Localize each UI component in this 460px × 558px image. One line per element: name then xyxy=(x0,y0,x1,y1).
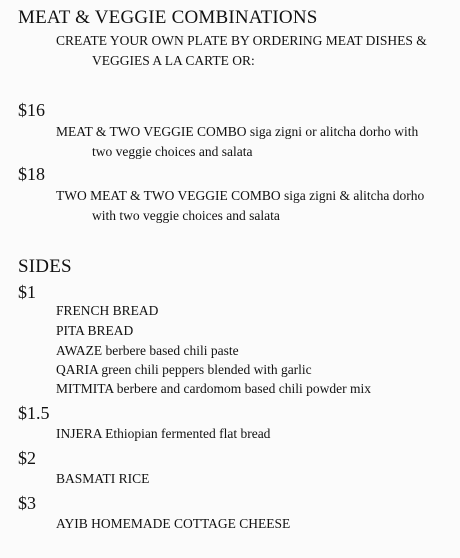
intro-line-1: CREATE YOUR OWN PLATE BY ORDERING MEAT DISHES & xyxy=(56,33,427,48)
side-item: PITA BREAD xyxy=(56,323,134,338)
side-item: AYIB HOMEMADE COTTAGE CHEESE xyxy=(56,516,291,531)
combo-description: TWO MEAT & TWO VEGGIE COMBO siga zigni & alitcha dorho xyxy=(56,188,425,203)
side-item: MITMITA berbere and cardomom based chili powder mix xyxy=(56,381,371,396)
combo-description: with two veggie choices and salata xyxy=(92,208,280,223)
sides-price-1-5: $1.5 xyxy=(18,403,50,423)
combo-description: MEAT & TWO VEGGIE COMBO siga zigni or alitcha dorho with xyxy=(56,124,419,139)
side-item: AWAZE berbere based chili paste xyxy=(56,343,239,358)
side-item: QARIA green chili peppers blended with garlic xyxy=(56,362,312,377)
combo-description: two veggie choices and salata xyxy=(92,144,253,159)
sides-price-1: $1 xyxy=(18,282,36,302)
sides-price-3: $3 xyxy=(18,493,36,513)
side-item: FRENCH BREAD xyxy=(56,303,159,318)
intro-line-2: VEGGIES A LA CARTE OR: xyxy=(92,53,255,68)
page-title: MEAT & VEGGIE COMBINATIONS xyxy=(18,7,318,28)
combo-price-16: $16 xyxy=(18,100,45,120)
sides-price-2: $2 xyxy=(18,448,36,468)
sides-title: SIDES xyxy=(18,256,72,277)
combo-price-18: $18 xyxy=(18,164,45,184)
side-item: BASMATI RICE xyxy=(56,471,150,486)
side-item: INJERA Ethiopian fermented flat bread xyxy=(56,426,271,441)
